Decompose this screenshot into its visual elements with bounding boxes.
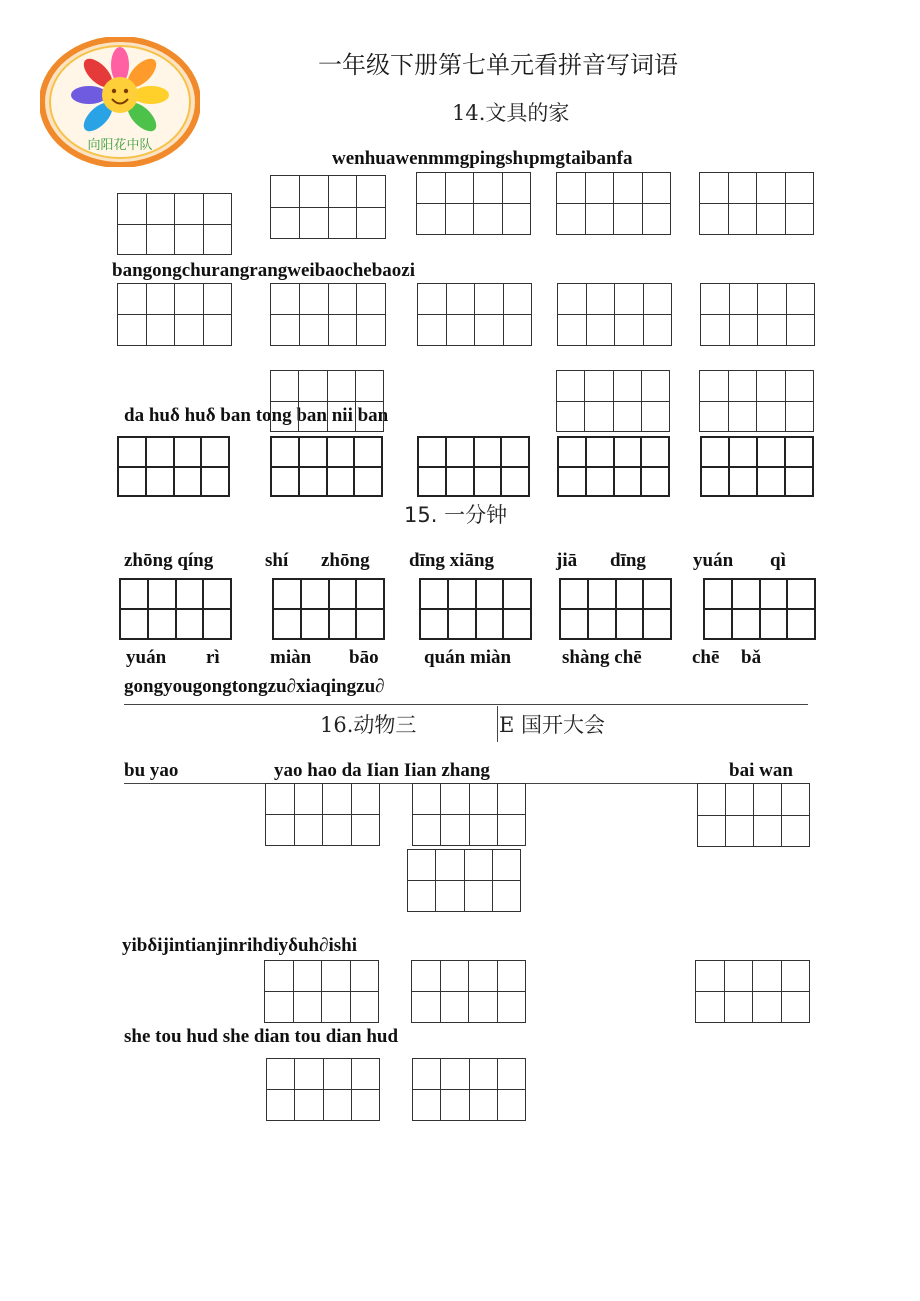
pinyin-word: miàn bbox=[270, 647, 312, 668]
logo-text: 向阳花中队 bbox=[87, 138, 153, 153]
pinyin-line: yao hao da Iian Iian zhang bbox=[274, 760, 490, 781]
writing-grid[interactable] bbox=[557, 436, 670, 497]
pinyin-word: chē bbox=[692, 647, 720, 668]
pinyin-word: zhōng qíng bbox=[124, 550, 214, 571]
writing-grid[interactable] bbox=[556, 172, 671, 235]
pinyin-word: yuán bbox=[126, 647, 167, 668]
writing-grid[interactable] bbox=[270, 436, 383, 497]
lesson15-heading: 15. 一分钟 bbox=[404, 503, 508, 527]
writing-grid[interactable] bbox=[266, 1058, 380, 1121]
pinyin-word: dīng bbox=[610, 550, 646, 571]
writing-grid[interactable] bbox=[556, 370, 670, 432]
lesson14-heading: 14.文具的家 bbox=[452, 101, 570, 125]
writing-grid[interactable] bbox=[117, 283, 232, 346]
pinyin-word: yuán bbox=[693, 550, 734, 571]
pinyin-word: shàng chē bbox=[562, 647, 642, 668]
writing-grid[interactable] bbox=[412, 783, 526, 846]
writing-grid[interactable] bbox=[703, 578, 816, 640]
writing-grid[interactable] bbox=[699, 370, 814, 432]
writing-grid[interactable] bbox=[119, 578, 232, 640]
writing-grid[interactable] bbox=[272, 578, 385, 640]
writing-grid[interactable] bbox=[557, 283, 672, 346]
pinyin-word: rì bbox=[206, 647, 220, 668]
writing-grid[interactable] bbox=[265, 783, 380, 846]
writing-grid[interactable] bbox=[695, 960, 810, 1023]
divider-line bbox=[124, 704, 808, 705]
writing-grid[interactable] bbox=[559, 578, 672, 640]
pinyin-line: gongyougongtongzu∂xiaqingzu∂ bbox=[124, 676, 385, 697]
writing-grid[interactable] bbox=[417, 283, 532, 346]
pinyin-word: bǎ bbox=[741, 647, 762, 668]
pinyin-word: bai wan bbox=[729, 760, 793, 781]
pinyin-word: quán miàn bbox=[424, 647, 512, 668]
pinyin-line: she tou hud she dian tou dian hud bbox=[124, 1026, 399, 1047]
pinyin-word: shí bbox=[265, 550, 289, 571]
pinyin-line: wenhuawenmmgpingshιpmgtaibanfa bbox=[332, 148, 633, 169]
writing-grid[interactable] bbox=[270, 175, 386, 239]
pinyin-line: yibδijintianjinrihdiyδuh∂ishi bbox=[122, 935, 358, 956]
pinyin-line: bangongchurangrangweibaochebaozi bbox=[112, 260, 415, 281]
writing-grid[interactable] bbox=[407, 849, 521, 912]
writing-grid[interactable] bbox=[700, 283, 815, 346]
pinyin-word: dīng xiāng bbox=[409, 550, 495, 571]
writing-grid[interactable] bbox=[700, 436, 814, 497]
writing-grid[interactable] bbox=[412, 1058, 526, 1121]
pinyin-word: qì bbox=[770, 550, 786, 571]
writing-grid[interactable] bbox=[117, 193, 232, 255]
writing-grid[interactable] bbox=[411, 960, 526, 1023]
writing-grid[interactable] bbox=[417, 436, 530, 497]
lesson16-heading: 16.动物三 bbox=[320, 713, 417, 737]
pinyin-word: bu yao bbox=[124, 760, 179, 781]
writing-grid[interactable] bbox=[697, 783, 810, 847]
writing-grid[interactable] bbox=[699, 172, 814, 235]
lesson16-heading-right: E 国开大会 bbox=[499, 713, 606, 737]
writing-grid[interactable] bbox=[270, 370, 384, 432]
sunflower-logo-icon bbox=[40, 37, 200, 167]
pinyin-word: bāo bbox=[349, 647, 379, 668]
divider-line bbox=[497, 706, 498, 742]
writing-grid[interactable] bbox=[264, 960, 379, 1023]
pinyin-word: zhōng bbox=[321, 550, 370, 571]
writing-grid[interactable] bbox=[270, 283, 386, 346]
writing-grid[interactable] bbox=[117, 436, 230, 497]
pinyin-line: da huδ huδ ban tong ban nii ban bbox=[124, 405, 389, 426]
pinyin-word: jiā bbox=[556, 550, 578, 571]
page-title: 一年级下册第七单元看拼音写词语 bbox=[318, 51, 678, 79]
writing-grid[interactable] bbox=[416, 172, 531, 235]
writing-grid[interactable] bbox=[419, 578, 532, 640]
